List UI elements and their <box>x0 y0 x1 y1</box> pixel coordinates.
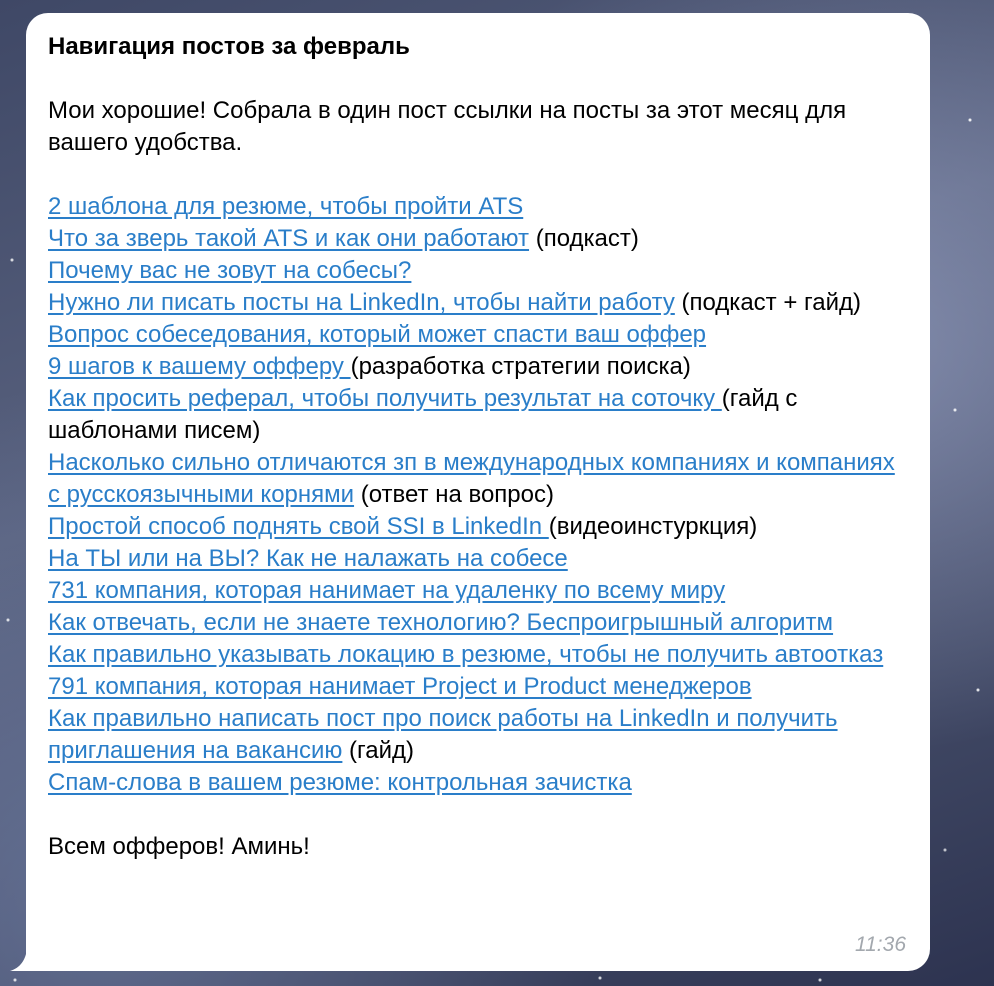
post-link[interactable]: Простой способ поднять свой SSI в LinkedIn <box>48 513 549 540</box>
list-item <box>48 319 908 351</box>
link-note: (разработка стратегии поиска) <box>350 353 691 380</box>
list-item <box>48 543 908 575</box>
post-link[interactable]: Вопрос собеседования, который может спасти ваш оффер <box>48 321 707 348</box>
post-link[interactable]: Что за зверь такой ATS и как они работают <box>48 225 530 252</box>
list-item <box>48 447 908 511</box>
list-item <box>48 223 908 255</box>
list-item <box>48 639 908 671</box>
list-item <box>48 607 908 639</box>
message-timestamp: 11:36 <box>855 933 906 956</box>
spacer <box>48 799 908 831</box>
link-note: (гайд) <box>342 737 415 764</box>
post-link[interactable]: 9 шагов к вашему офферу <box>48 353 351 380</box>
list-item <box>48 383 908 447</box>
post-link[interactable]: 731 компания, которая нанимает на удаленку по всему миру <box>48 577 726 604</box>
post-link[interactable]: Как правильно указывать локацию в резюме, чтобы не получить автоотказ <box>48 641 884 668</box>
message-bubble <box>26 13 930 971</box>
link-note: (подкаст + гайд) <box>674 289 862 316</box>
link-note: (видеоинстуркция) <box>548 513 758 540</box>
post-link[interactable]: 2 шаблона для резюме, чтобы пройти ATS <box>48 193 524 220</box>
link-note: (ответ на вопрос) <box>354 481 554 508</box>
list-item <box>48 351 908 383</box>
post-link[interactable]: На ТЫ или на ВЫ? Как не налажать на собесе <box>48 545 568 572</box>
link-note: (гайд с шаблонами писем) <box>48 385 798 444</box>
spacer <box>48 159 908 191</box>
post-link[interactable]: Как отвечать, если не знаете технологию? Беспроигрышный алгоритм <box>48 609 834 636</box>
list-item <box>48 671 908 703</box>
post-link[interactable]: Почему вас не зовут на собесы? <box>48 257 412 284</box>
list-item <box>48 191 908 223</box>
message-title: Навигация постов за февраль <box>48 33 410 60</box>
message-intro: Мои хорошие! Собрала в один пост ссылки на посты за этот месяц для вашего удобства. <box>48 97 847 156</box>
post-link[interactable]: Нужно ли писать посты на LinkedIn, чтобы найти работу <box>48 289 675 316</box>
post-links-list <box>48 191 908 799</box>
message-closing: Всем офферов! Аминь! <box>48 833 310 860</box>
list-item <box>48 255 908 287</box>
list-item <box>48 767 908 799</box>
post-link[interactable]: Как просить реферал, чтобы получить результат на соточку <box>48 385 722 412</box>
list-item <box>48 703 908 767</box>
post-link[interactable]: Насколько сильно отличаются зп в международных компаниях и компаниях с русскоязычными корнями <box>48 449 895 508</box>
list-item <box>48 287 908 319</box>
link-note: (подкаст) <box>529 225 639 252</box>
list-item <box>48 511 908 543</box>
list-item <box>48 575 908 607</box>
post-link[interactable]: 791 компания, которая нанимает Project и Product менеджеров <box>48 673 752 700</box>
post-link[interactable]: Спам-слова в вашем резюме: контрольная зачистка <box>48 769 632 796</box>
post-link[interactable]: Как правильно написать пост про поиск работы на LinkedIn и получить приглашения на вакансию <box>48 705 838 764</box>
spacer <box>48 63 908 95</box>
